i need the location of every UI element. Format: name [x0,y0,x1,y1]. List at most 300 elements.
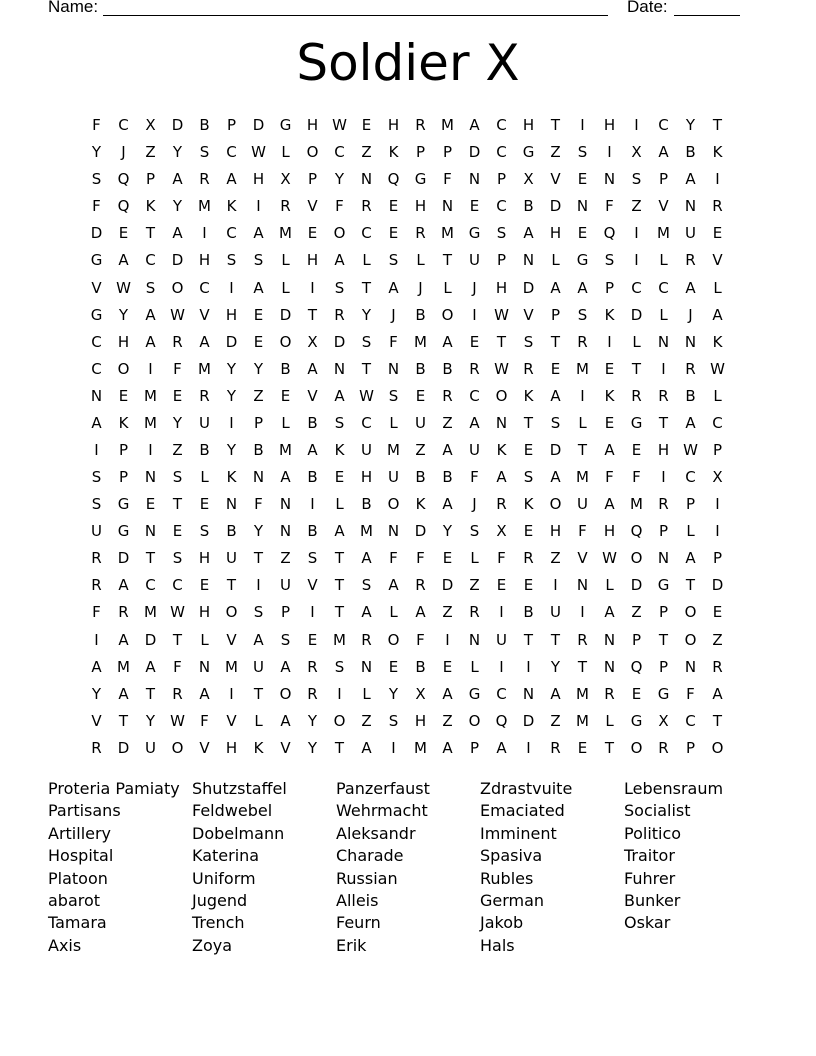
grid-letter[interactable]: M [441,224,454,243]
grid-letter[interactable]: S [523,468,534,487]
grid-letter[interactable]: G [657,576,670,595]
grid-letter[interactable]: A [91,657,102,676]
grid-letter[interactable]: T [334,738,345,757]
grid-letter[interactable]: N [279,495,292,514]
grid-letter[interactable]: T [253,549,264,568]
grid-letter[interactable]: I [715,495,720,514]
grid-letter[interactable]: A [253,224,264,243]
grid-letter[interactable]: E [712,224,723,243]
grid-letter[interactable]: C [226,224,237,243]
grid-letter[interactable]: C [685,711,696,730]
grid-letter[interactable]: I [256,197,261,216]
grid-letter[interactable]: E [415,386,426,405]
grid-letter[interactable]: U [253,657,264,676]
grid-letter[interactable]: L [632,332,641,351]
grid-letter[interactable]: D [630,305,643,324]
grid-letter[interactable]: Z [550,143,561,162]
grid-letter[interactable]: N [90,386,103,405]
grid-letter[interactable]: U [469,251,480,270]
grid-letter[interactable]: D [441,576,454,595]
grid-letter[interactable]: E [172,386,183,405]
grid-letter[interactable]: O [117,359,130,378]
grid-letter[interactable]: F [443,170,452,189]
grid-letter[interactable]: F [389,549,398,568]
grid-letter[interactable]: V [280,738,291,757]
grid-letter[interactable]: R [469,359,480,378]
grid-letter[interactable]: I [661,468,666,487]
grid-letter[interactable]: A [685,549,696,568]
grid-letter[interactable]: K [226,468,237,487]
grid-letter[interactable]: C [145,251,156,270]
grid-letter[interactable]: K [334,440,345,459]
grid-letter[interactable]: K [388,143,399,162]
grid-letter[interactable]: A [388,576,399,595]
grid-letter[interactable]: P [118,468,129,487]
grid-letter[interactable]: Y [91,143,102,162]
grid-letter[interactable]: Z [712,630,723,649]
grid-letter[interactable]: H [414,197,427,216]
grid-letter[interactable]: L [335,495,344,514]
grid-letter[interactable]: U [496,630,507,649]
grid-letter[interactable]: T [631,359,642,378]
grid-letter[interactable]: M [414,738,427,757]
grid-letter[interactable]: E [523,440,534,459]
grid-letter[interactable]: A [415,603,426,622]
grid-letter[interactable]: R [550,738,561,757]
grid-letter[interactable]: X [712,468,723,487]
grid-letter[interactable]: N [576,197,589,216]
grid-letter[interactable]: O [333,711,346,730]
grid-letter[interactable]: Z [442,711,453,730]
grid-letter[interactable]: R [712,197,723,216]
grid-letter[interactable]: T [172,495,183,514]
grid-letter[interactable]: A [361,549,372,568]
grid-letter[interactable]: M [576,468,589,487]
grid-letter[interactable]: B [685,143,696,162]
grid-letter[interactable]: Y [361,305,372,324]
grid-letter[interactable]: M [576,684,589,703]
grid-letter[interactable]: M [279,224,292,243]
grid-letter[interactable]: T [334,549,345,568]
grid-letter[interactable]: L [389,413,398,432]
grid-letter[interactable]: I [337,684,342,703]
grid-letter[interactable]: A [442,440,453,459]
grid-letter[interactable]: T [550,332,561,351]
grid-letter[interactable]: D [144,630,157,649]
grid-letter[interactable]: U [91,522,102,541]
grid-letter[interactable]: W [116,278,131,297]
grid-letter[interactable]: N [576,576,589,595]
grid-letter[interactable]: B [307,468,318,487]
grid-letter[interactable]: M [198,197,211,216]
grid-letter[interactable]: R [685,359,696,378]
grid-letter[interactable]: F [200,711,209,730]
grid-letter[interactable]: A [334,522,345,541]
grid-letter[interactable]: N [387,522,400,541]
grid-letter[interactable]: S [577,305,588,324]
grid-letter[interactable]: M [333,630,346,649]
grid-letter[interactable]: V [577,549,588,568]
grid-letter[interactable]: A [334,251,345,270]
grid-letter[interactable]: Y [685,116,696,135]
grid-letter[interactable]: B [307,413,318,432]
grid-letter[interactable]: M [414,332,427,351]
grid-letter[interactable]: Z [415,440,426,459]
grid-letter[interactable]: O [387,495,400,514]
grid-letter[interactable]: A [604,495,615,514]
grid-letter[interactable]: I [553,576,558,595]
grid-letter[interactable]: A [442,332,453,351]
grid-letter[interactable]: T [145,549,156,568]
grid-letter[interactable]: E [631,684,642,703]
grid-letter[interactable]: L [605,576,614,595]
grid-letter[interactable]: X [523,170,534,189]
grid-letter[interactable]: N [603,630,616,649]
grid-letter[interactable]: Z [550,549,561,568]
grid-letter[interactable]: I [607,143,612,162]
grid-letter[interactable]: C [145,576,156,595]
grid-letter[interactable]: N [468,630,481,649]
grid-letter[interactable]: S [523,332,534,351]
grid-letter[interactable]: Q [117,170,130,189]
grid-letter[interactable]: E [523,522,534,541]
grid-letter[interactable]: W [683,440,698,459]
grid-letter[interactable]: D [711,576,724,595]
grid-letter[interactable]: G [117,522,130,541]
grid-letter[interactable]: R [415,116,426,135]
grid-letter[interactable]: I [634,224,639,243]
grid-letter[interactable]: G [630,711,643,730]
grid-letter[interactable]: N [495,413,508,432]
grid-letter[interactable]: H [306,251,319,270]
grid-letter[interactable]: T [145,684,156,703]
grid-letter[interactable]: K [145,197,156,216]
grid-letter[interactable]: R [415,224,426,243]
grid-letter[interactable]: R [307,684,318,703]
grid-letter[interactable]: V [199,738,210,757]
grid-letter[interactable]: F [173,359,182,378]
grid-letter[interactable]: I [526,738,531,757]
grid-letter[interactable]: E [523,576,534,595]
grid-letter[interactable]: T [118,711,129,730]
grid-letter[interactable]: A [199,332,210,351]
grid-letter[interactable]: D [414,522,427,541]
grid-letter[interactable]: K [712,143,723,162]
grid-letter[interactable]: T [604,738,615,757]
grid-letter[interactable]: U [577,495,588,514]
grid-letter[interactable]: A [172,224,183,243]
grid-letter[interactable]: N [657,332,670,351]
grid-letter[interactable]: Z [550,711,561,730]
grid-letter[interactable]: R [334,305,345,324]
grid-letter[interactable]: Y [145,711,156,730]
grid-letter[interactable]: G [657,684,670,703]
grid-letter[interactable]: A [712,305,723,324]
grid-letter[interactable]: D [630,576,643,595]
grid-letter[interactable]: R [469,603,480,622]
grid-letter[interactable]: C [172,576,183,595]
grid-letter[interactable]: A [469,413,480,432]
grid-letter[interactable]: A [577,278,588,297]
grid-letter[interactable]: E [577,224,588,243]
grid-letter[interactable]: L [389,603,398,622]
grid-letter[interactable]: N [657,549,670,568]
grid-letter[interactable]: A [307,440,318,459]
grid-letter[interactable]: A [550,278,561,297]
grid-letter[interactable]: V [550,170,561,189]
grid-letter[interactable]: X [280,170,291,189]
grid-letter[interactable]: D [522,278,535,297]
name-blank-line[interactable] [103,15,608,16]
grid-letter[interactable]: V [307,576,318,595]
grid-letter[interactable]: M [441,116,454,135]
grid-letter[interactable]: E [118,224,129,243]
grid-letter[interactable]: I [229,278,234,297]
grid-letter[interactable]: O [684,603,697,622]
grid-letter[interactable]: P [280,603,291,622]
grid-letter[interactable]: A [712,684,723,703]
grid-letter[interactable]: H [657,440,670,459]
grid-letter[interactable]: I [715,522,720,541]
grid-letter[interactable]: S [334,278,345,297]
grid-letter[interactable]: M [630,495,643,514]
grid-letter[interactable]: A [253,630,264,649]
grid-letter[interactable]: H [198,603,211,622]
grid-letter[interactable]: K [496,440,507,459]
grid-letter[interactable]: E [388,224,399,243]
grid-letter[interactable]: F [632,468,641,487]
grid-letter[interactable]: S [199,143,210,162]
grid-letter[interactable]: E [199,495,210,514]
grid-letter[interactable]: X [145,116,156,135]
grid-letter[interactable]: N [198,657,211,676]
grid-letter[interactable]: O [171,738,184,757]
grid-letter[interactable]: M [144,386,157,405]
grid-letter[interactable]: B [415,468,426,487]
grid-letter[interactable]: O [711,738,724,757]
grid-letter[interactable]: V [199,305,210,324]
grid-letter[interactable]: R [577,630,588,649]
grid-letter[interactable]: R [442,386,453,405]
grid-letter[interactable]: N [387,359,400,378]
grid-letter[interactable]: A [307,359,318,378]
grid-letter[interactable]: Z [631,603,642,622]
grid-letter[interactable]: S [199,522,210,541]
grid-letter[interactable]: O [630,738,643,757]
grid-letter[interactable]: O [549,495,562,514]
grid-letter[interactable]: P [658,657,669,676]
grid-letter[interactable]: T [442,251,453,270]
grid-letter[interactable]: X [415,684,426,703]
grid-letter[interactable]: R [199,386,210,405]
grid-letter[interactable]: K [604,305,615,324]
grid-letter[interactable]: T [550,116,561,135]
grid-letter[interactable]: T [577,657,588,676]
grid-letter[interactable]: S [253,251,264,270]
grid-letter[interactable]: Y [550,657,561,676]
grid-letter[interactable]: G [468,224,481,243]
grid-letter[interactable]: T [226,576,237,595]
grid-letter[interactable]: A [361,603,372,622]
grid-letter[interactable]: R [415,576,426,595]
grid-letter[interactable]: F [92,116,101,135]
grid-letter[interactable]: F [605,468,614,487]
grid-letter[interactable]: C [118,116,129,135]
grid-letter[interactable]: R [712,657,723,676]
grid-letter[interactable]: N [468,170,481,189]
grid-letter[interactable]: B [523,197,534,216]
grid-letter[interactable]: A [442,738,453,757]
grid-letter[interactable]: E [172,522,183,541]
grid-letter[interactable]: T [712,116,723,135]
grid-letter[interactable]: H [306,116,319,135]
grid-letter[interactable]: H [387,116,400,135]
grid-letter[interactable]: F [470,468,479,487]
grid-letter[interactable]: E [469,197,480,216]
grid-letter[interactable]: T [658,413,669,432]
grid-letter[interactable]: L [281,278,290,297]
grid-letter[interactable]: D [333,332,346,351]
grid-letter[interactable]: N [144,522,157,541]
grid-letter[interactable]: O [684,630,697,649]
grid-letter[interactable]: I [526,657,531,676]
grid-letter[interactable]: H [603,116,616,135]
grid-letter[interactable]: T [658,630,669,649]
grid-letter[interactable]: F [92,197,101,216]
grid-letter[interactable]: V [307,197,318,216]
grid-letter[interactable]: C [631,278,642,297]
grid-letter[interactable]: Y [388,684,399,703]
grid-letter[interactable]: G [90,305,103,324]
grid-letter[interactable]: S [550,413,561,432]
grid-letter[interactable]: D [225,332,238,351]
grid-letter[interactable]: T [577,440,588,459]
grid-letter[interactable]: T [685,576,696,595]
grid-letter[interactable]: H [549,224,562,243]
grid-letter[interactable]: R [172,332,183,351]
grid-letter[interactable]: P [604,278,615,297]
grid-letter[interactable]: I [445,630,450,649]
grid-letter[interactable]: U [199,413,210,432]
grid-letter[interactable]: A [145,657,156,676]
grid-letter[interactable]: Y [307,738,318,757]
grid-letter[interactable]: D [468,143,481,162]
grid-letter[interactable]: K [226,197,237,216]
grid-letter[interactable]: L [686,522,695,541]
grid-letter[interactable]: I [580,386,585,405]
grid-letter[interactable]: R [361,630,372,649]
grid-letter[interactable]: D [522,711,535,730]
grid-letter[interactable]: E [712,603,723,622]
grid-letter[interactable]: N [360,657,373,676]
grid-letter[interactable]: C [91,359,102,378]
grid-letter[interactable]: Q [117,197,130,216]
grid-letter[interactable]: W [710,359,725,378]
grid-letter[interactable]: R [361,197,372,216]
grid-letter[interactable]: Z [280,549,291,568]
grid-letter[interactable]: B [523,603,534,622]
grid-letter[interactable]: D [171,251,184,270]
grid-letter[interactable]: S [361,576,372,595]
grid-letter[interactable]: E [307,630,318,649]
grid-letter[interactable]: S [631,170,642,189]
grid-letter[interactable]: S [388,251,399,270]
grid-letter[interactable]: P [658,603,669,622]
grid-letter[interactable]: R [685,251,696,270]
grid-letter[interactable]: Z [361,711,372,730]
grid-letter[interactable]: S [172,549,183,568]
grid-letter[interactable]: L [578,413,587,432]
grid-letter[interactable]: E [361,116,372,135]
grid-letter[interactable]: V [712,251,723,270]
grid-letter[interactable]: C [361,413,372,432]
grid-letter[interactable]: H [198,251,211,270]
grid-letter[interactable]: G [576,251,589,270]
grid-letter[interactable]: K [712,332,723,351]
grid-letter[interactable]: N [522,684,535,703]
grid-letter[interactable]: D [117,738,130,757]
grid-letter[interactable]: B [199,440,210,459]
grid-letter[interactable]: L [281,251,290,270]
grid-letter[interactable]: Z [442,413,453,432]
grid-letter[interactable]: S [496,224,507,243]
grid-letter[interactable]: L [443,278,452,297]
grid-letter[interactable]: A [145,332,156,351]
grid-letter[interactable]: B [415,305,426,324]
grid-letter[interactable]: Z [172,440,183,459]
grid-letter[interactable]: Q [630,522,643,541]
grid-letter[interactable]: S [172,468,183,487]
grid-letter[interactable]: R [496,495,507,514]
grid-letter[interactable]: L [200,630,209,649]
grid-letter[interactable]: A [280,711,291,730]
grid-letter[interactable]: X [631,143,642,162]
grid-letter[interactable]: B [442,468,453,487]
grid-letter[interactable]: T [334,576,345,595]
grid-letter[interactable]: S [361,332,372,351]
grid-letter[interactable]: T [253,684,264,703]
grid-letter[interactable]: S [469,522,480,541]
grid-letter[interactable]: M [144,603,157,622]
grid-letter[interactable]: C [496,684,507,703]
grid-letter[interactable]: S [388,711,399,730]
grid-letter[interactable]: W [602,549,617,568]
grid-letter[interactable]: S [91,468,102,487]
grid-letter[interactable]: R [172,684,183,703]
grid-letter[interactable]: N [252,468,265,487]
grid-letter[interactable]: U [415,413,426,432]
grid-letter[interactable]: R [280,197,291,216]
grid-letter[interactable]: L [281,413,290,432]
grid-letter[interactable]: A [118,684,129,703]
grid-letter[interactable]: I [94,630,99,649]
grid-letter[interactable]: S [307,549,318,568]
grid-letter[interactable]: N [279,522,292,541]
grid-letter[interactable]: C [361,224,372,243]
grid-letter[interactable]: I [499,603,504,622]
grid-letter[interactable]: G [90,251,103,270]
grid-letter[interactable]: E [307,224,318,243]
grid-letter[interactable]: A [550,386,561,405]
grid-letter[interactable]: K [253,738,264,757]
grid-letter[interactable]: H [252,170,265,189]
grid-letter[interactable]: Y [334,170,345,189]
grid-letter[interactable]: A [685,170,696,189]
grid-letter[interactable]: W [494,359,509,378]
grid-letter[interactable]: U [685,224,696,243]
grid-letter[interactable]: G [414,170,427,189]
grid-letter[interactable]: L [659,305,668,324]
